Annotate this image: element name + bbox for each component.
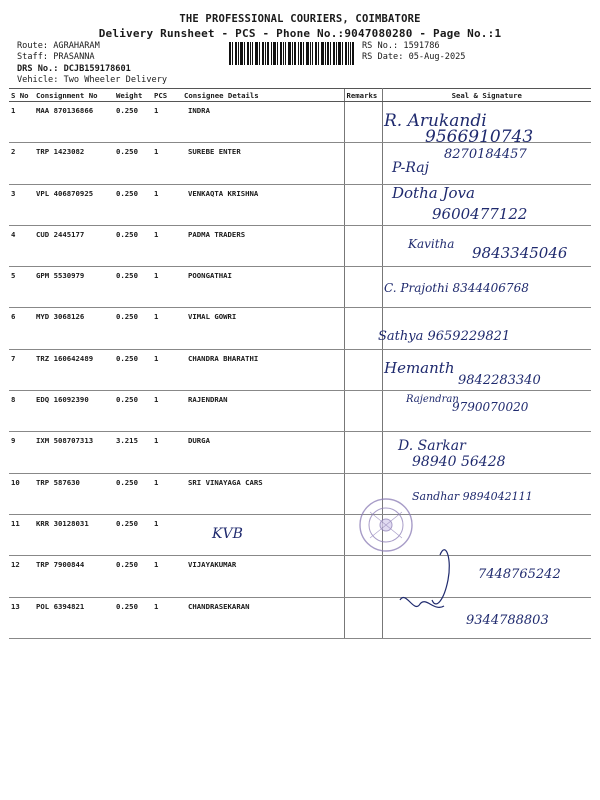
cell-consignment: CUD 2445177 — [34, 225, 114, 266]
cell-pcs: 1 — [152, 267, 182, 308]
table-row — [9, 102, 591, 143]
cell-consignment: EDQ 16092390 — [34, 391, 114, 432]
cell-pcs: 1 — [152, 473, 182, 514]
hw-row3-phone: 9600477122 — [432, 205, 528, 223]
cell-sno: 3 — [9, 184, 34, 225]
cell-consignee: RAJENDRAN — [182, 391, 344, 432]
hw-row13-phone: 9344788803 — [466, 613, 549, 628]
cell-pcs: 1 — [152, 597, 182, 638]
cell-weight: 0.250 — [114, 514, 152, 555]
hw-row4-phone: 9843345046 — [472, 244, 568, 262]
cell-weight: 0.250 — [114, 597, 152, 638]
cell-weight: 0.250 — [114, 349, 152, 390]
cell-consignment: TRZ 160642489 — [34, 349, 114, 390]
route-label: Route: AGRAHARAM — [17, 41, 100, 51]
cell-weight: 0.250 — [114, 225, 152, 266]
cell-consignee: PADMA TRADERS — [182, 225, 344, 266]
cell-consignee: SUREBE ENTER — [182, 143, 344, 184]
cell-weight: 0.250 — [114, 308, 152, 349]
cell-remarks — [344, 308, 382, 349]
cell-remarks — [344, 432, 382, 473]
cell-weight: 0.250 — [114, 556, 152, 597]
cell-sno: 9 — [9, 432, 34, 473]
table-row — [9, 432, 591, 473]
hw-row3-name: Dotha Jova — [392, 184, 475, 202]
cell-sno: 7 — [9, 349, 34, 390]
cell-signature — [382, 308, 591, 349]
cell-signature — [382, 432, 591, 473]
cell-sno: 5 — [9, 267, 34, 308]
cell-pcs: 1 — [152, 514, 182, 555]
hw-row7-name: Hemanth — [384, 359, 455, 377]
cell-signature — [382, 473, 591, 514]
cell-consignee: DURGA — [182, 432, 344, 473]
hw-row12-phone: 7448765242 — [478, 567, 561, 582]
cell-sno: 8 — [9, 391, 34, 432]
table-row — [9, 391, 591, 432]
cell-remarks — [344, 514, 382, 555]
cell-consignee: CHANDRA BHARATHI — [182, 349, 344, 390]
hw-row10-signature: Sandhar 9894042111 — [412, 490, 533, 503]
cell-consignment: GPM 5530979 — [34, 267, 114, 308]
cell-pcs: 1 — [152, 391, 182, 432]
cell-consignment: POL 6394821 — [34, 597, 114, 638]
cell-sno: 11 — [9, 514, 34, 555]
cell-sno: 4 — [9, 225, 34, 266]
cell-consignment: KRR 30128031 — [34, 514, 114, 555]
cell-pcs: 1 — [152, 308, 182, 349]
drs-label: DRS No.: DCJB159178601 — [17, 64, 131, 74]
cell-pcs: 1 — [152, 184, 182, 225]
cell-consignee: SRI VINAYAGA CARS — [182, 473, 344, 514]
cell-consignment: TRP 587630 — [34, 473, 114, 514]
cell-weight: 0.250 — [114, 184, 152, 225]
hw-row8-name: Rajendran — [406, 394, 459, 405]
cell-sno: 6 — [9, 308, 34, 349]
hw-row4-name: Kavitha — [408, 237, 455, 251]
cell-pcs: 1 — [152, 225, 182, 266]
cell-sno: 13 — [9, 597, 34, 638]
cell-consignee: CHANDRASEKARAN — [182, 597, 344, 638]
cell-consignment: MYD 3068126 — [34, 308, 114, 349]
table-row — [9, 308, 591, 349]
col-sno: S No — [9, 89, 34, 102]
hw-row1-phone2: 8270184457 — [444, 147, 527, 162]
cell-consignment: TRP 1423082 — [34, 143, 114, 184]
table-header-row — [9, 89, 591, 102]
cell-sno: 2 — [9, 143, 34, 184]
delivery-table — [9, 88, 591, 639]
cell-signature — [382, 556, 591, 597]
cell-weight: 0.250 — [114, 102, 152, 143]
table-row — [9, 473, 591, 514]
cell-remarks — [344, 267, 382, 308]
table-row — [9, 514, 591, 555]
cell-remarks — [344, 143, 382, 184]
table-row — [9, 143, 591, 184]
hw-row7-phone: 9842283340 — [458, 373, 541, 388]
hw-row6-signature: Sathya 9659229821 — [378, 329, 511, 344]
cell-consignee: INDRA — [182, 102, 344, 143]
cell-signature — [382, 267, 591, 308]
cell-consignment: VPL 406870925 — [34, 184, 114, 225]
cell-remarks — [344, 349, 382, 390]
cell-weight: 0.250 — [114, 143, 152, 184]
cell-sno: 10 — [9, 473, 34, 514]
cell-pcs: 1 — [152, 556, 182, 597]
col-seal-signature: Seal & Signature — [382, 89, 591, 102]
cell-remarks — [344, 184, 382, 225]
hw-row5-signature: C. Prajothi 8344406768 — [384, 281, 529, 295]
cell-consignment: MAA 870136866 — [34, 102, 114, 143]
cell-sno: 12 — [9, 556, 34, 597]
cell-weight: 0.250 — [114, 391, 152, 432]
cell-pcs: 1 — [152, 349, 182, 390]
hw-row8-phone: 9790070020 — [452, 400, 529, 414]
cell-signature — [382, 349, 591, 390]
runsheet-subtitle: Delivery Runsheet - PCS - Phone No.:9047080280 - Page No.:1 — [98, 27, 502, 40]
cell-sno: 1 — [9, 102, 34, 143]
cell-remarks — [344, 391, 382, 432]
cell-remarks — [344, 102, 382, 143]
barcode-icon — [229, 42, 354, 65]
hw-row9-phone: 98940 56428 — [412, 454, 506, 470]
table-row — [9, 267, 591, 308]
cell-signature — [382, 514, 591, 555]
company-title: THE PROFESSIONAL COURIERS, COIMBATORE — [179, 13, 421, 25]
hw-row1-phone1: 9566910743 — [425, 127, 534, 147]
cell-signature — [382, 102, 591, 143]
cell-remarks — [344, 597, 382, 638]
cell-signature — [382, 597, 591, 638]
col-weight: Weight — [114, 89, 152, 102]
hw-row11-remark: KVB — [212, 526, 243, 542]
cell-weight: 0.250 — [114, 473, 152, 514]
cell-consignee: VIMAL GOWRI — [182, 308, 344, 349]
cell-signature — [382, 184, 591, 225]
col-remarks: Remarks — [344, 89, 382, 102]
vehicle-label: Vehicle: Two Wheeler Delivery — [17, 75, 168, 85]
rs-number: RS No.: 1591786 — [362, 41, 440, 51]
cell-weight: 3.215 — [114, 432, 152, 473]
cell-pcs: 1 — [152, 143, 182, 184]
col-pcs: PCS — [152, 89, 182, 102]
col-consignment: Consignment No — [34, 89, 114, 102]
cell-signature — [382, 143, 591, 184]
hw-row9-name: D. Sarkar — [398, 438, 466, 454]
col-consignee: Consignee Details — [182, 89, 344, 102]
cell-signature — [382, 225, 591, 266]
cell-remarks — [344, 556, 382, 597]
staff-label: Staff: PRASANNA — [17, 52, 95, 62]
hw-row2-signature: P-Raj — [392, 160, 429, 176]
table-row — [9, 349, 591, 390]
table-row — [9, 225, 591, 266]
cell-consignee — [182, 514, 344, 555]
cell-remarks — [344, 225, 382, 266]
rs-date: RS Date: 05-Aug-2025 — [362, 52, 466, 62]
cell-consignment: IXM 508707313 — [34, 432, 114, 473]
cell-consignee: VIJAYAKUMAR — [182, 556, 344, 597]
table-row — [9, 184, 591, 225]
cell-remarks — [344, 473, 382, 514]
hw-row1-name: R. Arukandi — [384, 111, 487, 131]
cell-pcs: 1 — [152, 432, 182, 473]
cell-pcs: 1 — [152, 102, 182, 143]
cell-consignee: VENKAQTA KRISHNA — [182, 184, 344, 225]
table-row — [9, 556, 591, 597]
cell-consignment: TRP 7900844 — [34, 556, 114, 597]
cell-signature — [382, 391, 591, 432]
cell-weight: 0.250 — [114, 267, 152, 308]
table-row — [9, 597, 591, 638]
cell-consignee: POONGATHAI — [182, 267, 344, 308]
